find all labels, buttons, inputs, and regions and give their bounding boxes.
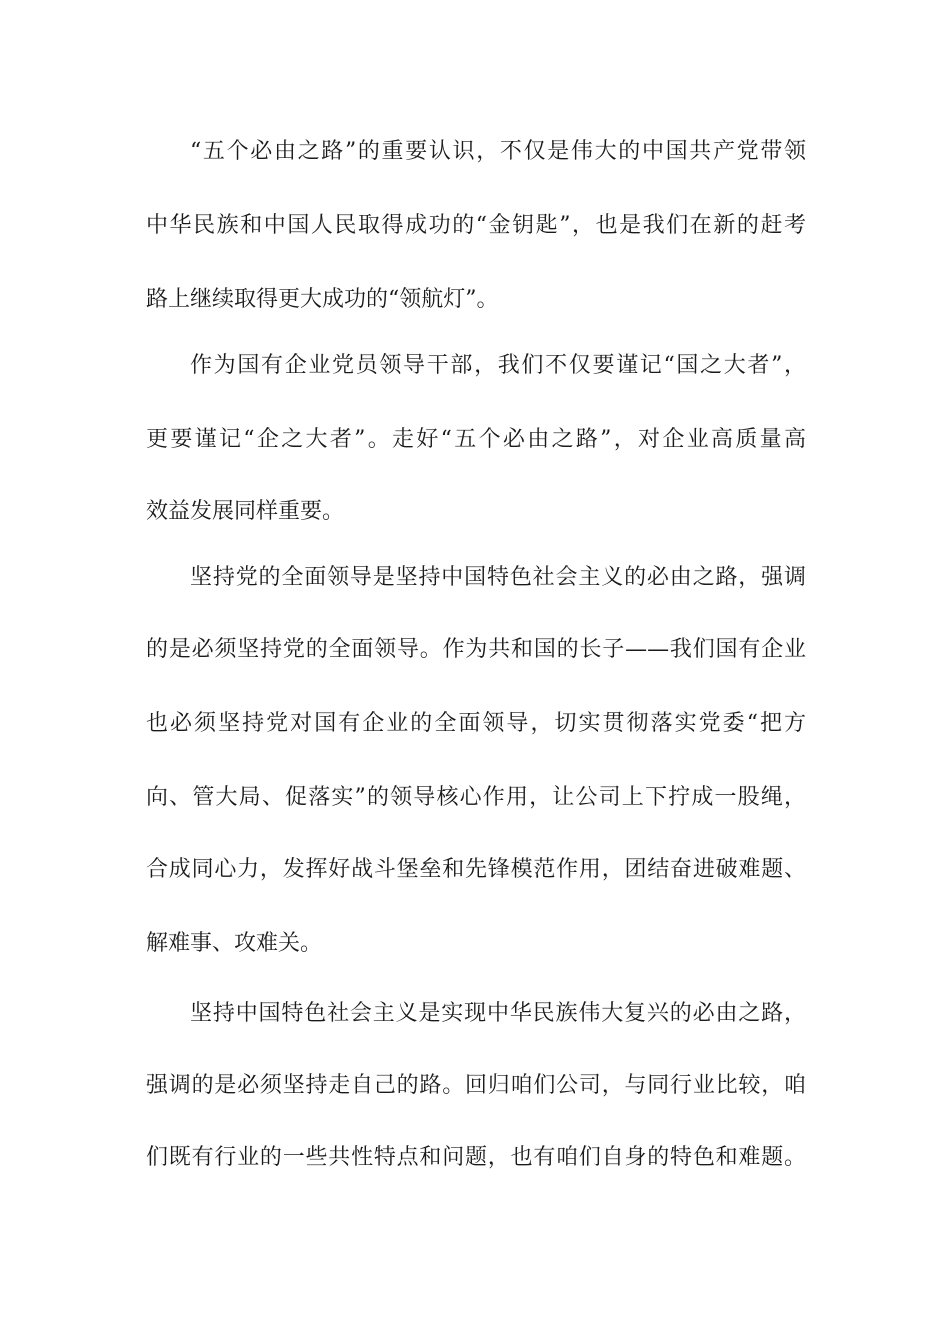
paragraph-line: 的是必须坚持党的全面领导。作为共和国的长子——我们国有企业 [146, 637, 806, 662]
paragraph-line: “五个必由之路”的重要认识，不仅是伟大的中国共产党带领 [190, 139, 806, 164]
paragraph-line: 坚持党的全面领导是坚持中国特色社会主义的必由之路，强调 [190, 565, 806, 590]
paragraph-line: 作为国有企业党员领导干部，我们不仅要谨记“国之大者”， [190, 353, 806, 378]
paragraph-line: 坚持中国特色社会主义是实现中华民族伟大复兴的必由之路， [190, 1001, 806, 1026]
paragraph-line: 也必须坚持党对国有企业的全面领导，切实贯彻落实党委“把方 [146, 711, 806, 736]
paragraph-line: 解难事、攻难关。 [146, 931, 323, 956]
paragraph-line: 强调的是必须坚持走自己的路。回归咱们公司，与同行业比较，咱 [146, 1073, 806, 1098]
paragraph-line: 更要谨记“企之大者”。走好“五个必由之路”，对企业高质量高 [146, 427, 806, 452]
paragraph-line: 合成同心力，发挥好战斗堡垒和先锋模范作用，团结奋进破难题、 [146, 857, 806, 882]
paragraph-line: 向、管大局、促落实”的领导核心作用，让公司上下拧成一股绳， [146, 785, 806, 810]
paragraph-line: 中华民族和中国人民取得成功的“金钥匙”，也是我们在新的赶考 [146, 213, 806, 238]
paragraph-line: 们既有行业的一些共性特点和问题，也有咱们自身的特色和难题。 [146, 1145, 806, 1170]
paragraph-line: 路上继续取得更大成功的“领航灯”。 [146, 287, 499, 312]
paragraph-line: 效益发展同样重要。 [146, 499, 345, 524]
